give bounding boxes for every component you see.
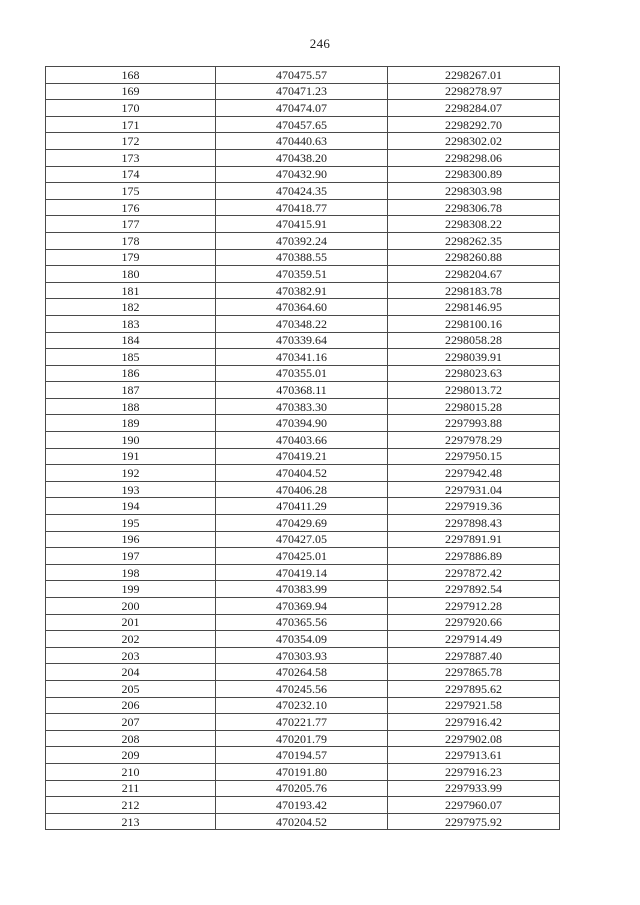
x-coordinate-cell: 470404.52 <box>216 465 388 482</box>
point-number-cell: 196 <box>46 531 216 548</box>
point-number-cell: 202 <box>46 631 216 648</box>
point-number-cell: 184 <box>46 332 216 349</box>
y-coordinate-cell: 2297892.54 <box>388 581 560 598</box>
x-coordinate-cell: 470394.90 <box>216 415 388 432</box>
page-number: 246 <box>309 36 331 51</box>
y-coordinate-cell: 2298306.78 <box>388 199 560 216</box>
table-row <box>46 797 560 814</box>
point-number-cell: 213 <box>46 813 216 830</box>
y-coordinate-cell: 2297942.48 <box>388 465 560 482</box>
y-coordinate-cell: 2297960.07 <box>388 797 560 814</box>
y-coordinate-cell: 2298284.07 <box>388 100 560 117</box>
y-coordinate-cell: 2298302.02 <box>388 133 560 150</box>
y-coordinate-cell: 2298278.97 <box>388 83 560 100</box>
point-number-cell: 172 <box>46 133 216 150</box>
y-coordinate-cell: 2298308.22 <box>388 216 560 233</box>
y-coordinate-cell: 2297916.23 <box>388 763 560 780</box>
point-number-cell: 195 <box>46 515 216 532</box>
coordinates-table-body <box>46 67 560 830</box>
x-coordinate-cell: 470303.93 <box>216 647 388 664</box>
table-row <box>46 349 560 366</box>
table-row <box>46 697 560 714</box>
y-coordinate-cell: 2298058.28 <box>388 332 560 349</box>
x-coordinate-cell: 470232.10 <box>216 697 388 714</box>
x-coordinate-cell: 470475.57 <box>216 67 388 84</box>
table-row <box>46 714 560 731</box>
y-coordinate-cell: 2297978.29 <box>388 432 560 449</box>
y-coordinate-cell: 2297919.36 <box>388 498 560 515</box>
point-number-cell: 212 <box>46 797 216 814</box>
point-number-cell: 208 <box>46 730 216 747</box>
table-row <box>46 116 560 133</box>
table-row <box>46 199 560 216</box>
x-coordinate-cell: 470359.51 <box>216 266 388 283</box>
x-coordinate-cell: 470364.60 <box>216 299 388 316</box>
point-number-cell: 189 <box>46 415 216 432</box>
point-number-cell: 206 <box>46 697 216 714</box>
table-row <box>46 614 560 631</box>
y-coordinate-cell: 2298204.67 <box>388 266 560 283</box>
point-number-cell: 203 <box>46 647 216 664</box>
table-row <box>46 680 560 697</box>
x-coordinate-cell: 470406.28 <box>216 481 388 498</box>
y-coordinate-cell: 2298303.98 <box>388 183 560 200</box>
table-row <box>46 100 560 117</box>
y-coordinate-cell: 2297872.42 <box>388 564 560 581</box>
y-coordinate-cell: 2297913.61 <box>388 747 560 764</box>
x-coordinate-cell: 470194.57 <box>216 747 388 764</box>
table-row <box>46 332 560 349</box>
point-number-cell: 186 <box>46 365 216 382</box>
table-row <box>46 415 560 432</box>
table-row <box>46 581 560 598</box>
y-coordinate-cell: 2298146.95 <box>388 299 560 316</box>
table-row <box>46 647 560 664</box>
y-coordinate-cell: 2297898.43 <box>388 515 560 532</box>
table-row <box>46 67 560 84</box>
table-row <box>46 382 560 399</box>
point-number-cell: 205 <box>46 680 216 697</box>
table-row <box>46 398 560 415</box>
table-row <box>46 315 560 332</box>
point-number-cell: 204 <box>46 664 216 681</box>
y-coordinate-cell: 2297914.49 <box>388 631 560 648</box>
point-number-cell: 174 <box>46 166 216 183</box>
x-coordinate-cell: 470365.56 <box>216 614 388 631</box>
x-coordinate-cell: 470403.66 <box>216 432 388 449</box>
table-row <box>46 730 560 747</box>
y-coordinate-cell: 2298039.91 <box>388 349 560 366</box>
table-row <box>46 465 560 482</box>
y-coordinate-cell: 2298023.63 <box>388 365 560 382</box>
point-number-cell: 182 <box>46 299 216 316</box>
x-coordinate-cell: 470383.30 <box>216 398 388 415</box>
x-coordinate-cell: 470383.99 <box>216 581 388 598</box>
table-row <box>46 498 560 515</box>
point-number-cell: 190 <box>46 432 216 449</box>
point-number-cell: 185 <box>46 349 216 366</box>
point-number-cell: 168 <box>46 67 216 84</box>
x-coordinate-cell: 470368.11 <box>216 382 388 399</box>
x-coordinate-cell: 470474.07 <box>216 100 388 117</box>
y-coordinate-cell: 2297950.15 <box>388 448 560 465</box>
y-coordinate-cell: 2298015.28 <box>388 398 560 415</box>
point-number-cell: 191 <box>46 448 216 465</box>
table-row <box>46 266 560 283</box>
table-row <box>46 548 560 565</box>
x-coordinate-cell: 470341.16 <box>216 349 388 366</box>
point-number-cell: 176 <box>46 199 216 216</box>
y-coordinate-cell: 2298260.88 <box>388 249 560 266</box>
table-row <box>46 481 560 498</box>
x-coordinate-cell: 470425.01 <box>216 548 388 565</box>
point-number-cell: 193 <box>46 481 216 498</box>
table-row <box>46 564 560 581</box>
x-coordinate-cell: 470369.94 <box>216 598 388 615</box>
y-coordinate-cell: 2297975.92 <box>388 813 560 830</box>
table-row <box>46 149 560 166</box>
x-coordinate-cell: 470415.91 <box>216 216 388 233</box>
table-row <box>46 813 560 830</box>
point-number-cell: 181 <box>46 282 216 299</box>
point-number-cell: 210 <box>46 763 216 780</box>
point-number-cell: 177 <box>46 216 216 233</box>
y-coordinate-cell: 2297916.42 <box>388 714 560 731</box>
point-number-cell: 173 <box>46 149 216 166</box>
table-row <box>46 747 560 764</box>
point-number-cell: 209 <box>46 747 216 764</box>
x-coordinate-cell: 470388.55 <box>216 249 388 266</box>
x-coordinate-cell: 470419.21 <box>216 448 388 465</box>
x-coordinate-cell: 470193.42 <box>216 797 388 814</box>
point-number-cell: 169 <box>46 83 216 100</box>
point-number-cell: 198 <box>46 564 216 581</box>
point-number-cell: 188 <box>46 398 216 415</box>
point-number-cell: 200 <box>46 598 216 615</box>
point-number-cell: 192 <box>46 465 216 482</box>
x-coordinate-cell: 470411.29 <box>216 498 388 515</box>
point-number-cell: 201 <box>46 614 216 631</box>
table-row <box>46 598 560 615</box>
x-coordinate-cell: 470245.56 <box>216 680 388 697</box>
x-coordinate-cell: 470440.63 <box>216 133 388 150</box>
y-coordinate-cell: 2297933.99 <box>388 780 560 797</box>
y-coordinate-cell: 2298262.35 <box>388 232 560 249</box>
table-row <box>46 216 560 233</box>
table-row <box>46 183 560 200</box>
x-coordinate-cell: 470457.65 <box>216 116 388 133</box>
table-row <box>46 299 560 316</box>
x-coordinate-cell: 470339.64 <box>216 332 388 349</box>
y-coordinate-cell: 2297895.62 <box>388 680 560 697</box>
x-coordinate-cell: 470392.24 <box>216 232 388 249</box>
y-coordinate-cell: 2297931.04 <box>388 481 560 498</box>
y-coordinate-cell: 2297886.89 <box>388 548 560 565</box>
table-row <box>46 133 560 150</box>
y-coordinate-cell: 2297891.91 <box>388 531 560 548</box>
y-coordinate-cell: 2298013.72 <box>388 382 560 399</box>
point-number-cell: 175 <box>46 183 216 200</box>
x-coordinate-cell: 470191.80 <box>216 763 388 780</box>
x-coordinate-cell: 470354.09 <box>216 631 388 648</box>
table-row <box>46 664 560 681</box>
point-number-cell: 171 <box>46 116 216 133</box>
table-row <box>46 166 560 183</box>
x-coordinate-cell: 470438.20 <box>216 149 388 166</box>
coordinates-table <box>45 66 560 830</box>
point-number-cell: 179 <box>46 249 216 266</box>
table-row <box>46 83 560 100</box>
table-row <box>46 249 560 266</box>
y-coordinate-cell: 2297920.66 <box>388 614 560 631</box>
x-coordinate-cell: 470382.91 <box>216 282 388 299</box>
point-number-cell: 197 <box>46 548 216 565</box>
table-row <box>46 232 560 249</box>
x-coordinate-cell: 470201.79 <box>216 730 388 747</box>
point-number-cell: 187 <box>46 382 216 399</box>
y-coordinate-cell: 2297865.78 <box>388 664 560 681</box>
point-number-cell: 211 <box>46 780 216 797</box>
table-row <box>46 631 560 648</box>
x-coordinate-cell: 470471.23 <box>216 83 388 100</box>
x-coordinate-cell: 470355.01 <box>216 365 388 382</box>
table-row <box>46 531 560 548</box>
table-row <box>46 448 560 465</box>
table-row <box>46 515 560 532</box>
point-number-cell: 183 <box>46 315 216 332</box>
x-coordinate-cell: 470348.22 <box>216 315 388 332</box>
table-row <box>46 432 560 449</box>
x-coordinate-cell: 470427.05 <box>216 531 388 548</box>
y-coordinate-cell: 2297921.58 <box>388 697 560 714</box>
x-coordinate-cell: 470264.58 <box>216 664 388 681</box>
x-coordinate-cell: 470205.76 <box>216 780 388 797</box>
y-coordinate-cell: 2297887.40 <box>388 647 560 664</box>
x-coordinate-cell: 470424.35 <box>216 183 388 200</box>
point-number-cell: 199 <box>46 581 216 598</box>
point-number-cell: 178 <box>46 232 216 249</box>
x-coordinate-cell: 470204.52 <box>216 813 388 830</box>
y-coordinate-cell: 2298292.70 <box>388 116 560 133</box>
y-coordinate-cell: 2297993.88 <box>388 415 560 432</box>
x-coordinate-cell: 470429.69 <box>216 515 388 532</box>
y-coordinate-cell: 2298100.16 <box>388 315 560 332</box>
point-number-cell: 170 <box>46 100 216 117</box>
table-row <box>46 365 560 382</box>
y-coordinate-cell: 2298300.89 <box>388 166 560 183</box>
table-row <box>46 763 560 780</box>
y-coordinate-cell: 2298183.78 <box>388 282 560 299</box>
y-coordinate-cell: 2298267.01 <box>388 67 560 84</box>
table-row <box>46 282 560 299</box>
x-coordinate-cell: 470419.14 <box>216 564 388 581</box>
table-row <box>46 780 560 797</box>
x-coordinate-cell: 470418.77 <box>216 199 388 216</box>
y-coordinate-cell: 2297912.28 <box>388 598 560 615</box>
point-number-cell: 194 <box>46 498 216 515</box>
x-coordinate-cell: 470432.90 <box>216 166 388 183</box>
y-coordinate-cell: 2297902.08 <box>388 730 560 747</box>
y-coordinate-cell: 2298298.06 <box>388 149 560 166</box>
point-number-cell: 180 <box>46 266 216 283</box>
point-number-cell: 207 <box>46 714 216 731</box>
x-coordinate-cell: 470221.77 <box>216 714 388 731</box>
